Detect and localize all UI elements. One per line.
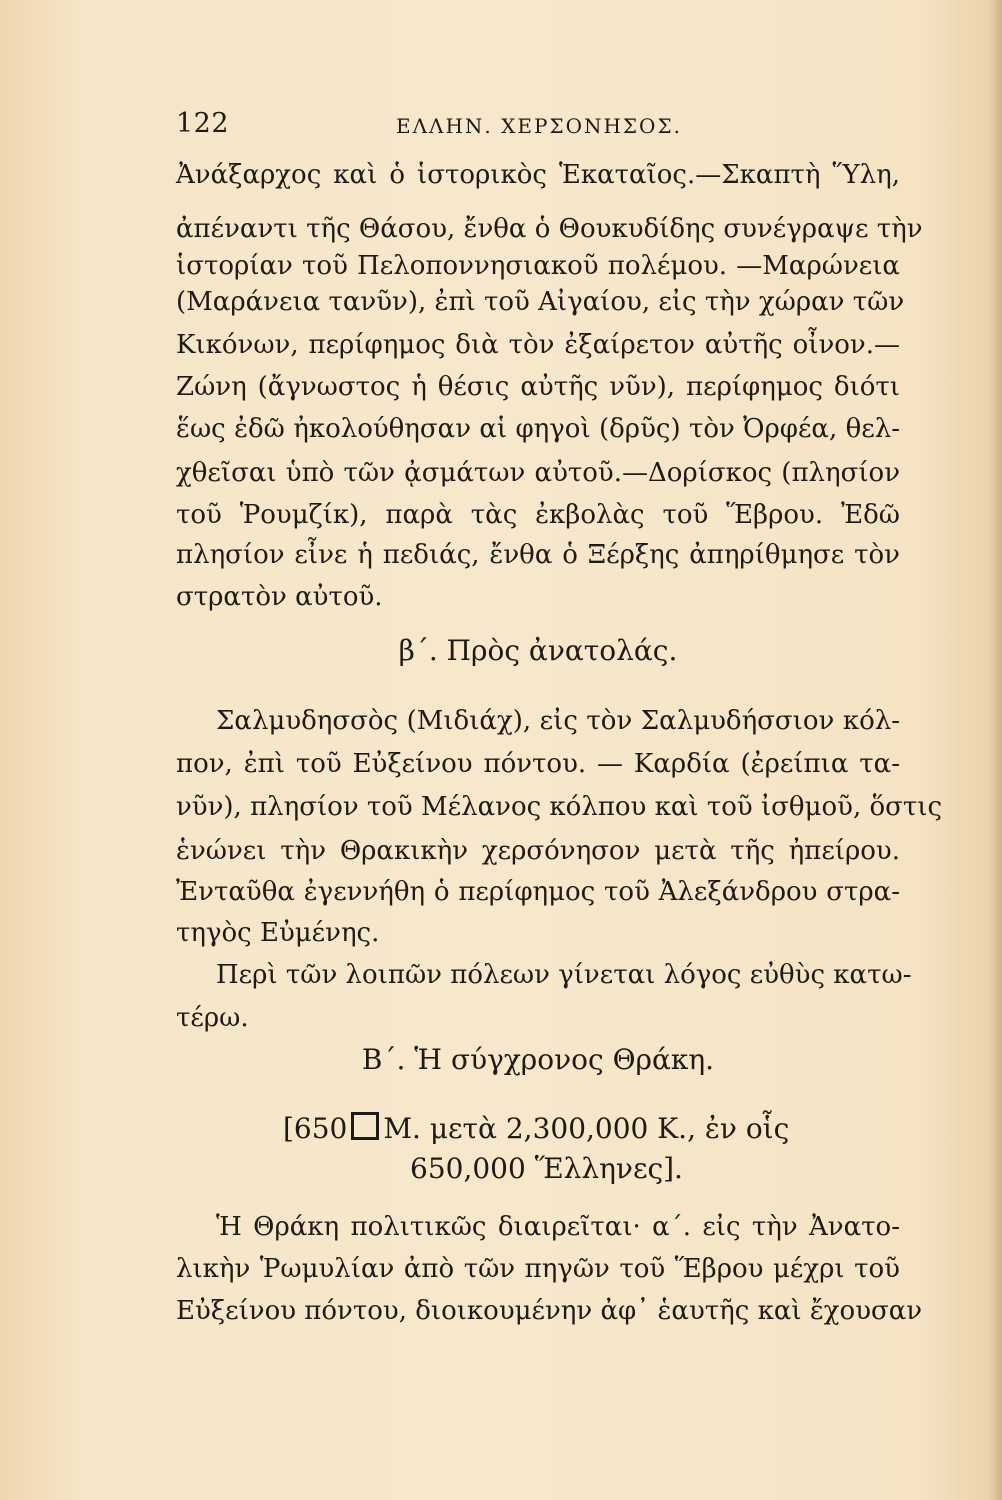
page-number: 122 xyxy=(176,108,230,139)
text-line: ἑνώνει τὴν Θρακικὴν χερσόνησον μετὰ τῆς ἠπείρου. xyxy=(176,836,900,866)
text-line: Ἡ Θράκη πολιτικῶς διαιρεῖται· α΄. εἰς τὴν Ἀνατο- xyxy=(216,1212,900,1242)
summary-rest: Μ. μετὰ 2,300,000 Κ., ἐν οἷς xyxy=(383,1112,790,1145)
section-summary-line xyxy=(283,1112,789,1145)
text-line: Ἀνάξαρχος καὶ ὁ ἱστορικὸς Ἑκαταῖος.—Σκαπτὴ Ὕλη, xyxy=(176,160,900,190)
text-line: τοῦ Ῥουμζίκ), παρὰ τὰς ἐκβολὰς τοῦ Ἕβρου. Ἐδῶ xyxy=(176,500,900,530)
text-line: πλησίον εἶνε ἡ πεδιάς, ἔνθα ὁ Ξέρξης ἀπηρίθμησε τὸν xyxy=(176,540,900,570)
section-summary-line: 650,000 Ἕλληνες]. xyxy=(410,1152,683,1185)
text-line: ἀπέναντι τῆς Θάσου, ἔνθα ὁ Θουκυδίδης συνέγραψε τὴν xyxy=(176,214,923,244)
text-line: (Μαράνεια τανῦν), ἐπὶ τοῦ Αἰγαίου, εἰς τὴν χώραν τῶν xyxy=(176,287,905,317)
text-line: ἱστορίαν τοῦ Πελοποννησιακοῦ πολέμου. —Μαρώνεια xyxy=(176,251,900,281)
text-line: Ζώνη (ἄγνωστος ἡ θέσις αὐτῆς νῦν), περίφημος διότι xyxy=(176,372,900,402)
text-line: χθεῖσαι ὑπὸ τῶν ᾀσμάτων αὐτοῦ.—Δορίσκος (πλησίον xyxy=(176,458,900,488)
text-line: λικὴν Ῥωμυλίαν ἀπὸ τῶν πηγῶν τοῦ Ἕβρου μέχρι τοῦ xyxy=(176,1254,900,1284)
text-line: στρατὸν αὐτοῦ. xyxy=(176,582,383,612)
text-line: ἕως ἐδῶ ἠκολούθησαν αἱ φηγοὶ (δρῦς) τὸν Ὀρφέα, θελ- xyxy=(176,414,900,444)
text-line: πον, ἐπὶ τοῦ Εὐξείνου πόντου. — Καρδία (ἐρείπια τα- xyxy=(176,749,900,779)
text-line: Περὶ τῶν λοιπῶν πόλεων γίνεται λόγος εὐθὺς κατω- xyxy=(216,960,912,990)
running-head: ΕΛΛΗΝ. ΧΕΡΣΟΝΗΣΟΣ. xyxy=(396,114,682,138)
text-line: Ἐνταῦθα ἐγεννήθη ὁ περίφημος τοῦ Ἀλεξάνδρου στρα- xyxy=(176,877,900,907)
square-mark-icon xyxy=(351,1112,379,1140)
text-line: Κικόνων, περίφημος διὰ τὸν ἐξαίρετον αὐτῆς οἶνον.— xyxy=(176,330,900,360)
page-header xyxy=(176,108,898,148)
text-line: τέρω. xyxy=(176,1003,249,1033)
text-line: Εὐξείνου πόντου, διοικουμένην ἀφ᾽ ἑαυτῆς καὶ ἔχουσαν xyxy=(176,1296,923,1326)
section-heading: Β΄. Ἡ σύγχρονος Θράκη. xyxy=(361,1043,715,1076)
text-line: τηγὸς Εὐμένης. xyxy=(176,918,380,948)
section-heading: β΄. Πρὸς ἀνατολάς. xyxy=(398,634,678,667)
text-line: Σαλμυδησσὸς (Μιδιάχ), εἰς τὸν Σαλμυδήσσιον κόλ- xyxy=(216,706,900,736)
summary-open: [650 xyxy=(283,1112,348,1145)
page-spine-shadow xyxy=(988,0,1002,1500)
text-line: νῦν), πλησίον τοῦ Μέλανος κόλπου καὶ τοῦ ἰσθμοῦ, ὅστις xyxy=(176,792,943,822)
